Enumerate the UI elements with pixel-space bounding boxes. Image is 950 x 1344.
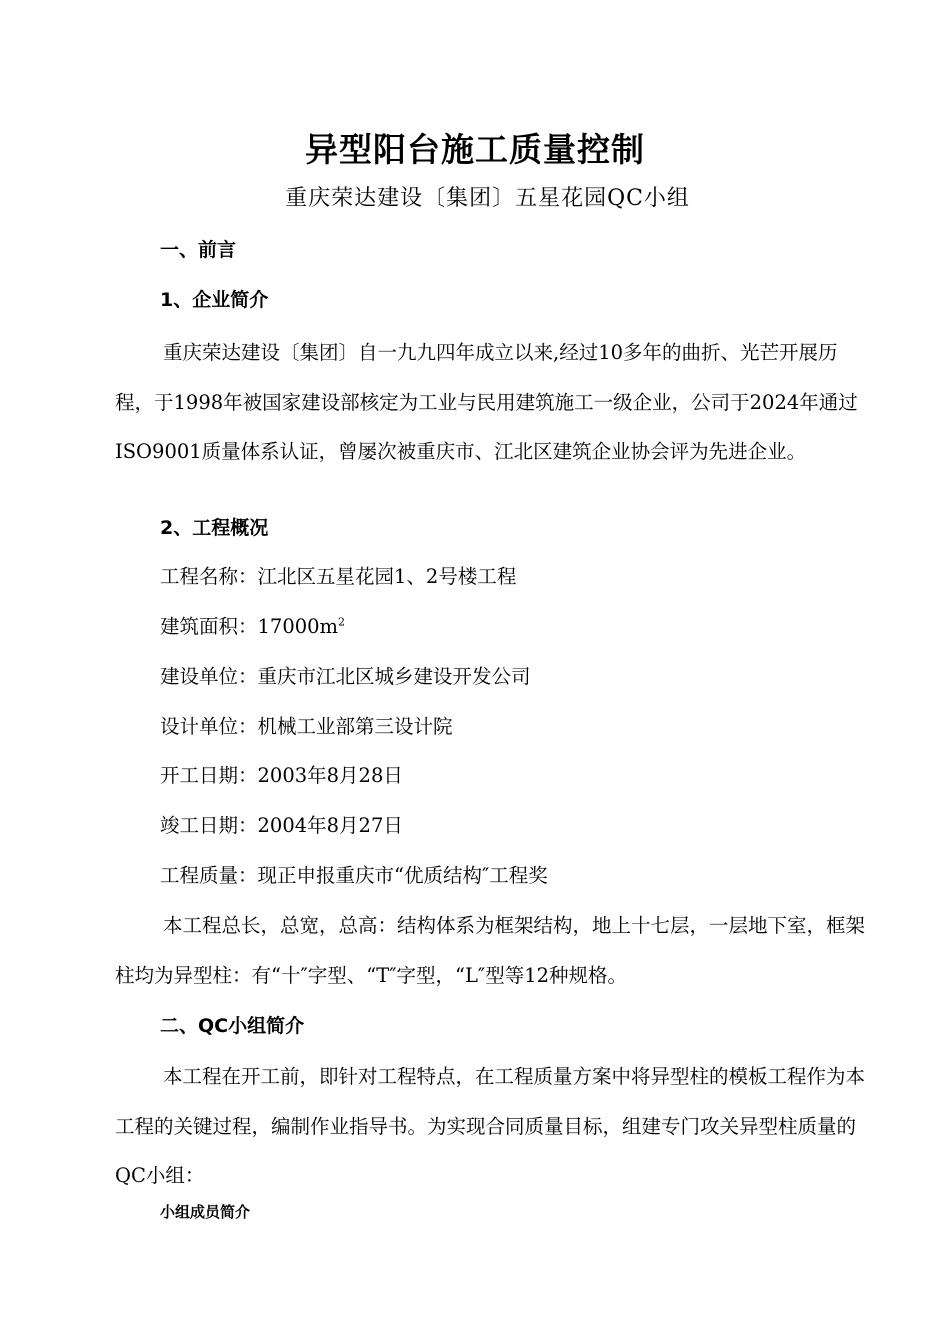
qc-intro-paragraph: 本工程在开工前，即针对工程特点，在工程质量方案中将异型柱的模板工程作为本工程的关键过程，编制作业指导书。为实现合同质量目标，组建专门攻关异型柱质量的QC小组： — [115, 1065, 866, 1187]
section-heading-preface: 一、前言 — [160, 239, 237, 261]
structure-description-paragraph: 本工程总长，总宽，总高：结构体系为框架结构，地上十七层，一层地下室，框架柱均为异型柱：有“十″字型、“T″字型，“L″型等12种规格。 — [115, 914, 866, 987]
document-subtitle: 重庆荣达建设〔集团〕五星花园QC小组 — [285, 186, 690, 211]
project-name-line: 工程名称：江北区五星花园1、2号楼工程 — [160, 565, 517, 588]
building-area-text: 建筑面积：17000m — [160, 615, 339, 638]
subheading-project-overview: 2、工程概况 — [160, 517, 269, 539]
design-unit-line: 设计单位：机械工业部第三设计院 — [160, 715, 453, 738]
project-quality-line: 工程质量：现正申报重庆市“优质结构″工程奖 — [160, 864, 548, 887]
company-intro-paragraph: 重庆荣达建设〔集团〕自一九九四年成立以来,经过10多年的曲折、光芒开展历程，于1998年被国家建设部核定为工业与民用建筑施工一级企业，公司于2024年通过ISO9001质量体系认证，曾屡次被重庆市、江北区建筑企业协会评为先进企业。 — [115, 341, 858, 463]
building-area-line — [160, 613, 345, 641]
section-heading-qc-group: 二、QC小组简介 — [160, 1015, 305, 1037]
building-area-superscript: 2 — [338, 615, 346, 629]
construction-unit-line: 建设单位：重庆市江北区城乡建设开发公司 — [160, 665, 531, 688]
completion-date-line: 竣工日期：2004年8月27日 — [160, 814, 403, 837]
subheading-company-intro: 1、企业简介 — [160, 289, 269, 311]
members-heading: 小组成员简介 — [160, 1203, 251, 1221]
document-title: 异型阳台施工质量控制 — [305, 130, 645, 169]
start-date-line: 开工日期：2003年8月28日 — [160, 764, 403, 787]
